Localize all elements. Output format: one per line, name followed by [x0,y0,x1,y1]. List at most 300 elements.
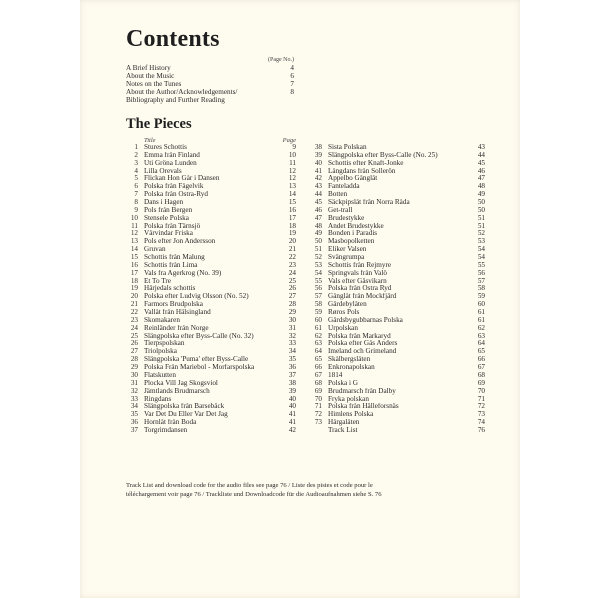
piece-page: 76 [477,425,485,434]
piece-title: Farmors Brudpolska [144,301,203,309]
footnote-line-1: Track List and download code for the audio files see page 76 / Liste des pistes et code pour le [126,482,373,489]
piece-number: 23 [130,315,138,324]
piece-number: 55 [314,276,322,285]
piece-page: 45 [477,158,485,167]
piece-number: 60 [314,315,322,324]
piece-title: Gärdebylåten [328,301,367,309]
piece-row [308,144,485,152]
piece-page: 62 [477,323,485,332]
piece-page: 29 [288,308,296,317]
piece-number: 24 [130,323,138,332]
piece-number: 43 [314,182,322,191]
piece-title: Schottis från Malung [144,254,205,262]
intro-item-label: About the Author/Acknowledgements/ [126,88,238,97]
piece-row [124,285,296,293]
piece-row [308,175,485,183]
piece-row [124,215,296,223]
piece-page: 59 [477,292,485,301]
column-header-title: Title [144,137,156,144]
piece-page: 12 [288,174,296,183]
piece-number: 70 [314,394,322,403]
piece-page: 10 [288,150,296,159]
piece-row [124,207,296,215]
piece-page: 34 [288,347,296,356]
piece-page: 64 [477,339,485,348]
piece-number: 10 [130,213,138,222]
piece-number: 71 [314,402,322,411]
piece-title: Enkronapolskan [328,364,375,372]
piece-title: Røros Pols [328,309,360,317]
piece-title: Brudestykke [328,214,365,222]
piece-row [124,168,296,176]
piece-title: Polska från Östra Ryd [328,285,392,293]
footnote [126,481,486,499]
piece-title: Himlens Polska [328,411,374,419]
piece-row [308,411,485,419]
piece-number: 33 [130,394,138,403]
piece-page: 48 [477,182,485,191]
piece-title: Uti Gröna Lunden [144,159,197,167]
piece-title: Imeland och Grimeland [328,348,397,356]
piece-title: Vallåt från Hälsingland [144,309,211,317]
piece-page: 28 [288,300,296,309]
piece-title: Fanteladda [328,183,360,191]
piece-number: 72 [314,410,322,419]
piece-row [124,199,296,207]
piece-number: 54 [314,268,322,277]
piece-row [124,317,296,325]
piece-title: Gärdsbygubbarnas Polska [328,316,403,324]
piece-number: 36 [130,418,138,427]
piece-page: 19 [288,229,296,238]
piece-number: 35 [130,410,138,419]
column-header-page: Page [282,137,296,144]
piece-page: 31 [288,323,296,332]
piece-row [124,293,296,301]
piece-row [124,160,296,168]
piece-row [308,364,485,372]
piece-row [308,223,485,231]
piece-row [124,309,296,317]
intro-item-page: 7 [290,80,294,89]
piece-number: 49 [314,229,322,238]
piece-title: Stensele Polska [144,214,189,222]
piece-page: 61 [477,308,485,317]
piece-page: 51 [477,213,485,222]
piece-row [124,152,296,160]
piece-title: Lilla Orevals [144,167,182,175]
piece-number [308,427,322,435]
intro-item-label: Notes on the Tunes [126,80,182,89]
piece-page: 33 [288,339,296,348]
piece-number: 53 [314,260,322,269]
piece-page: 54 [477,245,485,254]
intro-item [126,72,294,80]
piece-title: Vårvindar Friska [144,230,193,238]
piece-number: 4 [134,166,138,175]
piece-page: 69 [477,378,485,387]
piece-row [308,333,485,341]
piece-title: Pols från Bergen [144,206,193,214]
piece-title: Bonden i Paradis [328,230,378,238]
piece-title: Schottis efter Knaft-Jonke [328,159,404,167]
piece-row [308,301,485,309]
piece-row [124,333,296,341]
piece-page: 43 [477,143,485,151]
piece-title: Urpolskan [328,324,358,332]
piece-row [308,427,485,435]
piece-number: 18 [130,276,138,285]
piece-title: Dans i Hagen [144,199,184,207]
piece-title: Polska från Hälleforsnäs [328,403,399,411]
piece-number: 37 [130,425,138,434]
piece-page: 74 [477,418,485,427]
piece-number: 12 [130,229,138,238]
piece-page: 65 [477,347,485,356]
piece-number: 68 [314,378,322,387]
piece-row [124,144,296,152]
piece-page: 27 [288,292,296,301]
piece-page: 46 [477,166,485,175]
piece-row [124,340,296,348]
piece-page: 55 [477,260,485,269]
piece-number: 14 [130,245,138,254]
intro-item [126,96,294,104]
piece-title: Polska efter Ludvig Olsson (No. 52) [144,293,249,301]
piece-page: 66 [477,355,485,364]
piece-row [308,356,485,364]
piece-title: Ringdans [144,395,172,403]
piece-title: Slängpolska från Barsebäck [144,403,225,411]
piece-page: 37 [288,370,296,379]
piece-title: Polska Från Mariebol - Morfarspolska [144,364,255,372]
piece-title: Skomakaren [144,316,180,324]
piece-title: Härjedals schottis [144,285,196,293]
piece-row [308,340,485,348]
piece-number: 22 [130,308,138,317]
piece-row [308,207,485,215]
piece-row [308,183,485,191]
piece-title: Flatskutten [144,371,176,379]
piece-title: Et To Tre [144,277,171,285]
piece-page: 63 [477,331,485,340]
piece-row [124,191,296,199]
piece-title: Polska från Östra-Ryd [144,191,208,199]
piece-page: 70 [477,386,485,395]
piece-row [308,168,485,176]
piece-row [124,223,296,231]
piece-title: Eliker Valsen [328,246,367,254]
column-header [124,137,296,144]
piece-title: Säckpipslåt från Norra Råda [328,199,410,207]
piece-page: 73 [477,410,485,419]
intro-item [126,80,294,88]
piece-number: 48 [314,221,322,230]
piece-row [308,285,485,293]
piece-page: 21 [288,245,296,254]
piece-row [124,364,296,372]
piece-page: 60 [477,300,485,309]
piece-row [124,419,296,427]
piece-page: 36 [288,363,296,372]
piece-row [308,230,485,238]
piece-page: 47 [477,174,485,183]
piece-page: 41 [288,410,296,419]
intro-item-page: 6 [290,72,294,81]
piece-number: 31 [130,378,138,387]
contents-page [80,0,520,598]
piece-number: 66 [314,363,322,372]
piece-page: 68 [477,370,485,379]
piece-number: 57 [314,292,322,301]
piece-number: 61 [314,323,322,332]
piece-title: Plocka Vill Jag Skogsviol [144,379,218,387]
piece-page: 54 [477,253,485,262]
piece-number: 62 [314,331,322,340]
intro-item-page: 4 [290,64,294,72]
intro-item-page [280,96,294,104]
piece-number: 65 [314,355,322,364]
piece-row [124,403,296,411]
piece-row [308,388,485,396]
piece-title: Botten [328,191,348,199]
piece-page: 38 [288,378,296,387]
piece-row [124,262,296,270]
piece-row [124,278,296,286]
piece-row [124,270,296,278]
piece-row [308,246,485,254]
piece-number: 47 [314,213,322,222]
piece-page: 25 [288,276,296,285]
piece-title: Brudmarsch från Dalby [328,387,396,395]
piece-page: 56 [477,268,485,277]
piece-title: Tierpspolskan [144,340,185,348]
piece-number: 45 [314,198,322,207]
piece-row [308,238,485,246]
piece-page: 44 [477,150,485,159]
piece-page: 42 [288,425,296,434]
piece-row [308,348,485,356]
piece-page: 14 [288,190,296,199]
intro-item-label: A Brief History [126,64,171,72]
piece-page: 20 [288,237,296,246]
piece-title: Svängrumpa [328,254,365,262]
piece-page: 57 [477,276,485,285]
piece-title: Polska i G [328,379,358,387]
piece-number: 32 [130,386,138,395]
piece-number: 7 [134,190,138,199]
piece-page: 15 [288,198,296,207]
piece-title: Slängpolska efter Byss-Calle (No. 32) [144,332,254,340]
piece-page: 13 [288,182,296,191]
piece-page: 18 [288,221,296,230]
piece-number: 28 [130,355,138,364]
piece-page: 50 [477,205,485,214]
piece-title: Skålbergslåten [328,356,371,364]
piece-row [308,403,485,411]
piece-row [308,215,485,223]
piece-number: 8 [134,198,138,207]
piece-number: 67 [314,370,322,379]
piece-number: 17 [130,268,138,277]
piece-title: Schottis från Lima [144,261,198,269]
piece-page: 11 [289,158,296,167]
piece-title: Stures Schottis [144,144,187,151]
piece-number: 73 [314,418,322,427]
piece-row [124,380,296,388]
piece-number: 16 [130,260,138,269]
piece-row [124,427,296,435]
page-no-label: (Page No.) [268,57,294,63]
piece-row [124,254,296,262]
piece-page: 61 [477,315,485,324]
page-title: Contents [126,26,220,52]
piece-row [308,160,485,168]
piece-number: 2 [134,150,138,159]
piece-number: 56 [314,284,322,293]
piece-row [124,356,296,364]
piece-title: Hårgalåten [328,419,360,427]
piece-title: Polska från Markaryd [328,332,391,340]
piece-number: 13 [130,237,138,246]
piece-number: 3 [134,158,138,167]
piece-number: 15 [130,253,138,262]
piece-number: 21 [130,300,138,309]
intro-item [126,88,294,96]
piece-number: 1 [134,143,138,151]
piece-number: 6 [134,182,138,191]
piece-number: 39 [314,150,322,159]
piece-title: Jämtlands Brudmarsch [144,387,210,395]
piece-title: Sista Polskan [328,144,367,151]
piece-title: Fryka polskan [328,395,369,403]
piece-number: 11 [131,221,138,230]
piece-row [124,301,296,309]
piece-title: Triolpolska [144,348,177,356]
piece-row [124,388,296,396]
piece-number: 64 [314,347,322,356]
intro-item-page: 8 [290,88,294,97]
piece-title: Masbopolketten [328,238,375,246]
piece-row [124,348,296,356]
piece-page: 39 [288,386,296,395]
piece-number: 44 [314,190,322,199]
piece-row [124,372,296,380]
piece-page: 67 [477,363,485,372]
piece-page: 24 [288,268,296,277]
piece-row [308,419,485,427]
piece-row [308,293,485,301]
pieces-heading: The Pieces [126,116,192,132]
piece-page: 41 [288,418,296,427]
piece-number: 27 [130,347,138,356]
intro-item-label: Bibliography and Further Reading [126,96,225,105]
footnote-line-2: téléchargement voir page 76 / Trackliste und Downloadcode für die Audioaufnahmen siehe S. 76 [126,491,382,498]
piece-row [308,270,485,278]
piece-page: 51 [477,221,485,230]
piece-number: 9 [134,205,138,214]
piece-row [124,238,296,246]
piece-title: Var Det Du Eller Var Det Jag [144,411,228,419]
piece-page: 32 [288,331,296,340]
piece-number: 52 [314,253,322,262]
piece-page: 26 [288,284,296,293]
piece-title: Polska från Tärnsjö [144,222,201,230]
piece-title: Polska efter Gås Anders [328,340,398,348]
piece-number: 30 [130,370,138,379]
piece-row [308,325,485,333]
piece-title: Reinländer från Norge [144,324,209,332]
piece-number: 58 [314,300,322,309]
piece-number: 38 [314,143,322,151]
piece-row [124,246,296,254]
piece-title: Torgrimdansen [144,426,188,434]
piece-row [124,396,296,404]
piece-number: 46 [314,205,322,214]
piece-number: 59 [314,308,322,317]
piece-page: 22 [288,253,296,262]
piece-title: Långdans från Sollerön [328,167,396,175]
piece-number: 5 [134,174,138,183]
piece-number: 50 [314,237,322,246]
piece-page: 52 [477,229,485,238]
piece-title: Springvals från Valö [328,269,387,277]
piece-title: Polska från Fågelvik [144,183,204,191]
piece-number: 41 [314,166,322,175]
piece-row [124,183,296,191]
piece-row [124,411,296,419]
piece-page: 12 [288,166,296,175]
piece-row [308,372,485,380]
piece-title: Emma från Finland [144,151,200,159]
intro-item-label: About the Music [126,72,175,81]
piece-title: Schottis från Rejmyre [328,261,392,269]
piece-page: 35 [288,355,296,364]
piece-page: 50 [477,198,485,207]
piece-number: 25 [130,331,138,340]
piece-number: 20 [130,292,138,301]
piece-number: 26 [130,339,138,348]
intro-item [126,64,294,72]
piece-number: 29 [130,363,138,372]
piece-row [308,278,485,286]
piece-page: 23 [288,260,296,269]
pieces-column-left [124,137,296,435]
piece-row [308,191,485,199]
piece-title: Vals fra Agerkrog (No. 39) [144,269,222,277]
piece-title: Flickan Hon Går i Dansen [144,175,220,183]
piece-page: 9 [292,143,296,151]
piece-page: 16 [288,205,296,214]
piece-title: Gånglåt från Mockfjärd [328,293,397,301]
piece-page: 72 [477,402,485,411]
pieces-column-right [308,137,485,435]
piece-number: 40 [314,158,322,167]
piece-page: 40 [288,402,296,411]
piece-page: 17 [288,213,296,222]
piece-page: 53 [477,237,485,246]
piece-title: Get-trall [328,206,353,214]
piece-number: 51 [314,245,322,254]
piece-title: Hornlåt från Boda [144,419,197,427]
piece-title: Andet Brudestykke [328,222,384,230]
piece-title: Slängpolska efter Byss-Calle (No. 25) [328,151,438,159]
piece-page: 49 [477,190,485,199]
piece-row [308,309,485,317]
piece-title: Slängpolska 'Puma' efter Byss-Calle [144,356,249,364]
piece-title: Vals efter Gäsvikarn [328,277,387,285]
piece-number: 34 [130,402,138,411]
